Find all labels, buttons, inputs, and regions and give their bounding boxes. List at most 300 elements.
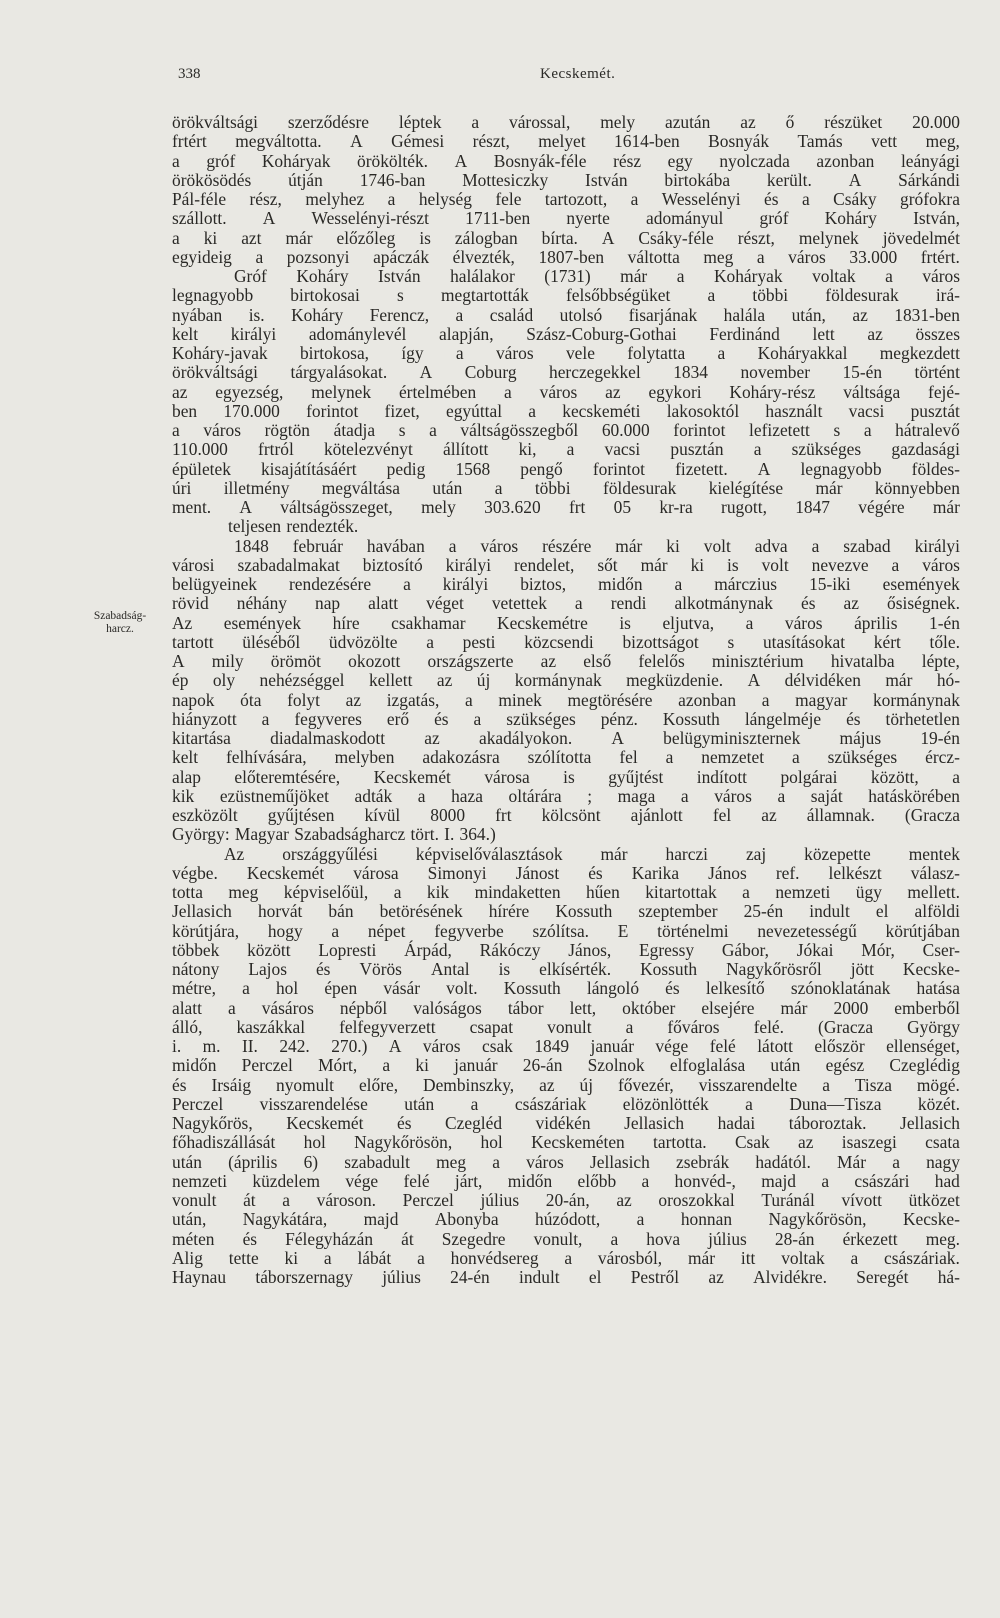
word: királyi [230,323,277,344]
text-line [172,1191,960,1210]
word: egy [667,150,693,171]
word: a [417,1247,425,1268]
word: György: [172,824,230,845]
word: pénz. [600,708,638,729]
word: szabadult [344,1151,410,1172]
word: totta [172,882,203,902]
word: és [588,862,603,883]
text-line [172,1210,960,1229]
word: havában [366,535,425,556]
word: legnagyobb [172,285,254,306]
word: ki [203,227,218,248]
word: jövedelmét [882,227,960,248]
text-line [172,960,960,979]
text-line [172,286,960,305]
word: frtért. [920,246,960,267]
word: márczius [714,574,778,594]
word: átadja [333,420,376,440]
word: volt [761,554,789,575]
word: Alvidékre. [753,1267,827,1287]
word: Koháry-javak [172,343,268,363]
word: az [605,381,621,402]
text-line [172,1018,960,1037]
word: 26-án [522,1055,563,1076]
word: Turánál [761,1190,815,1210]
word: város [495,343,534,363]
word: felé [709,1036,736,1056]
text-line [172,633,960,652]
word: Perczel [172,1093,224,1114]
word: főváros [667,1016,720,1037]
word: Kecskemét [246,862,325,883]
word: országgyűlési [282,843,378,864]
word: városi [172,554,215,575]
word: 2000 [833,997,869,1018]
word: január [454,1055,498,1076]
word: fővezér, [617,1074,674,1095]
word: és [172,1074,187,1095]
text-line [172,806,960,825]
word: előbb [577,1170,617,1191]
word: királyi [442,574,489,594]
word: a [674,574,683,594]
word: elsejére [701,997,755,1018]
word: had [934,1170,960,1191]
word: vett [871,131,898,152]
word: mindaketten [474,882,561,902]
word: a [636,1209,645,1230]
word: család [489,304,534,325]
word: Karika [631,862,680,883]
word: birtokosa, [299,343,370,363]
word: az [708,1267,724,1287]
word: január [590,1036,634,1056]
word: forintot [306,400,359,421]
text-line [172,132,960,151]
word: képviselőválasztások [415,843,563,864]
word: jött [850,959,874,979]
word: emberből [894,997,960,1018]
word: ref. [775,862,800,883]
word: mögé. [916,1074,960,1095]
word: a [528,400,537,421]
word: Szabadságharcz [294,824,406,845]
text-line [172,787,960,806]
word: Koháry [296,266,349,286]
word: Irsáig [211,1074,252,1095]
word: város [203,420,241,440]
word: közepette [804,843,871,864]
word: belügyeinek [172,574,257,594]
word: a [564,1247,573,1268]
word: pedig [386,458,426,479]
word: magyar [795,689,848,710]
word: a [745,612,754,633]
word: gróf [206,150,236,171]
word: a [665,747,674,768]
word: felsőbbségüket [566,285,671,306]
word: megtörésére [567,689,653,710]
word: is [727,554,739,575]
word: földesurak [825,285,899,306]
word: ki [415,1055,429,1076]
word: városból, [597,1247,663,1268]
word: helység [418,189,472,209]
word: Egressy [639,939,695,960]
word: honvédsereg [450,1247,539,1268]
text-line [172,1172,960,1191]
word: ezüstneműjöket [219,785,329,806]
word: Tisza [854,1074,892,1095]
word: hírére [488,901,530,922]
word: február [292,535,343,556]
word: Az [172,612,193,633]
word: János, [568,939,612,960]
word: október [622,997,676,1018]
word: hatáskörében [868,785,960,806]
word: kormánynak [514,670,602,691]
text-line [172,498,960,517]
word: fel [712,805,732,825]
word: fel [619,747,638,768]
word: város [526,1151,564,1172]
word: kelt [172,747,199,768]
word: betörésének [379,901,463,922]
word: lángelméje [744,708,822,729]
text-line [172,575,960,594]
word: is [419,227,431,248]
word: a [473,708,482,729]
text-line [172,171,960,190]
word: voltak [812,266,856,286]
word: Tamás [797,131,843,152]
word: adakozásra [422,747,500,768]
word: a [255,246,264,267]
word: Csáky [833,189,877,209]
word: hűen [585,882,620,902]
word: melynek [311,381,372,402]
word: 20.000 [912,112,960,132]
text-line [172,1133,960,1152]
word: Alig [172,1247,203,1268]
word: könnyebben [874,477,960,498]
text-line [172,556,960,575]
word: midőn [172,1055,217,1076]
word: saját [810,785,843,806]
word: többek [172,939,220,960]
word: lángoló [586,978,640,999]
word: Mór, [861,939,895,960]
word: vásáros [261,997,314,1018]
word: tartott [172,631,214,652]
word: pusztán [670,439,724,460]
word: után, [172,1209,207,1230]
word: vidékén [535,1113,591,1133]
word: A [388,1036,402,1056]
word: után [770,1055,801,1076]
word: események [882,574,960,594]
word: és [764,189,779,209]
word: Kecskeméten [531,1132,625,1153]
text-line [172,1076,960,1095]
word: egykori [648,381,702,402]
word: a [494,477,503,498]
word: kik [426,882,450,902]
word: nap [315,593,341,614]
word: válasz- [910,862,960,883]
word: Kossuth [662,708,720,729]
word: nemzeti [172,1170,228,1191]
word: a [753,439,762,460]
word: Koháryak [713,266,783,286]
word: János [708,862,747,883]
word: váltságösszegből [460,420,579,440]
word: gazdasági [891,439,960,460]
word: kelt [172,323,199,344]
word: A [350,131,363,152]
word: István [585,169,628,190]
word: hogy [267,920,303,941]
word: 1834 [673,362,708,383]
word: 1807-ben [538,246,605,267]
word: hol [480,1132,503,1153]
word: szerződésre [287,112,369,132]
word: állított [442,439,489,460]
word: Seregét [856,1267,909,1287]
word: tört. [410,824,439,845]
word: a [504,381,512,402]
word: és [846,708,861,729]
word: épen [324,978,358,999]
word: az [761,805,777,825]
word: a [625,1016,634,1037]
word: az [867,323,883,344]
word: Jánost [515,862,560,883]
word: a [641,1170,650,1191]
word: A [454,150,468,171]
word: lelkesítő [705,978,765,999]
word: hó- [936,670,960,691]
word: táborszernagy [255,1267,353,1287]
word: többi [534,477,571,498]
word: július [382,1267,421,1287]
word: Haynau [172,1267,227,1287]
word: vele [565,343,595,363]
word: Sárkándi [898,169,960,190]
word: 19-én [920,728,960,748]
word: már [620,266,648,286]
word: 6) [303,1151,319,1172]
word: április [854,612,898,633]
word: ellenséget, [886,1036,960,1056]
text-line [172,209,960,228]
word: azután [664,112,711,132]
word: polgárai [780,766,838,787]
text-line [172,306,960,325]
word: lakosoktól [666,400,740,421]
word: óta [240,689,262,710]
word: új [579,1074,594,1095]
text-line [172,594,960,613]
word: kellett [368,670,413,691]
word: a [465,689,473,710]
word: város [539,381,578,402]
word: melynek [798,227,859,248]
word: államnak. [806,805,875,825]
word: a [387,189,396,209]
word: a [707,285,716,306]
text-line [172,999,960,1018]
word: részére [542,535,592,556]
word: nevezve [811,554,869,575]
word: örökölték. [357,150,429,171]
word: rugott, [721,497,767,517]
text-line [172,1153,960,1172]
word: vívott [841,1190,883,1210]
word: A [239,497,252,517]
word: elfoglalása [669,1055,746,1076]
word: és [434,708,449,729]
word: el [875,901,889,922]
text-line [172,845,960,864]
word: a [630,189,639,209]
word: há- [937,1267,960,1287]
word: indított [696,766,748,787]
word: Bosnyák [708,131,770,152]
word: szükséges [506,708,576,729]
word: főhadiszállását [172,1132,276,1153]
word: Szász-Coburg-Gothai [526,323,677,344]
word: pusztát [910,400,960,421]
word: teljesen [228,516,282,537]
word: birtokába [664,169,731,190]
word: és [242,1228,258,1249]
word: bán [328,901,354,922]
word: A [419,362,433,383]
word: alföldi [914,901,960,922]
word: kormánynak [872,689,960,710]
word: már [285,227,313,248]
word: a [777,785,786,806]
word: üléséből [242,631,301,652]
word: Vörös [359,959,402,979]
word: Kecske- [902,959,960,979]
word: s [727,631,735,652]
word: szeptember [638,901,718,922]
word: folyt [287,689,320,710]
word: legnagyobb [800,458,882,479]
word: forintot [673,420,726,440]
word: váltságösszeget, [280,497,393,517]
word: lábát [357,1247,392,1268]
word: az [852,304,868,325]
text-line [172,768,960,787]
word: már [780,997,808,1018]
word: a [470,1093,479,1114]
word: biztosító [362,554,423,575]
word: át [243,1190,256,1210]
word: majd [363,1209,399,1230]
word: Simonyi [427,862,487,883]
word: Pál-féle [172,189,227,209]
word: frt [568,497,586,517]
word: először [814,1036,865,1056]
word: város [784,612,823,633]
word: hadától. [755,1151,811,1172]
word: ütközet [908,1190,960,1210]
word: előzőleg [336,227,396,248]
word: nyomult [276,1074,334,1095]
word: 1849 [534,1036,570,1056]
word: napok [172,689,215,710]
word: váltotta [627,246,680,267]
word: fegyveres [294,708,362,729]
word: eljutva, [662,612,715,633]
word: gyűjtésen [267,805,335,825]
word: volt [703,535,731,556]
text-line [172,1095,960,1114]
word: küzdelem [252,1170,320,1191]
text-line [172,440,960,459]
word: népet [367,920,406,941]
text-line [172,883,960,902]
word: a [756,246,765,267]
word: Mórt, [318,1055,358,1076]
word: Koháry-rész [729,381,816,402]
word: előteremtésére, [234,766,341,787]
word: is [498,959,511,979]
word: a [811,535,820,556]
word: leányági [900,150,960,171]
word: május [839,728,882,748]
word: rendezték. [286,516,359,537]
word: véget [426,593,464,614]
word: a [471,112,480,132]
word: között [247,939,291,960]
word: lett, [569,997,597,1018]
word: fegyverbe [434,920,504,941]
word: kr-ra [659,497,693,517]
word: események [223,612,302,633]
word: nevezetességű [757,920,857,941]
word: közét. [917,1093,960,1114]
word: Kecskemét [286,1113,364,1133]
word: Koháry [291,304,344,325]
word: vacsi [604,439,641,460]
word: a [676,266,685,286]
word: Jellasich [624,1113,685,1133]
word: meg, [925,131,960,152]
text-line [172,710,960,729]
word: szükséges [827,747,898,768]
word: a [417,785,426,806]
word: Kossuth [555,901,613,922]
word: után [172,1151,202,1172]
word: azt [241,227,262,248]
text-line [172,614,960,633]
word: pozsonyi [286,246,350,267]
word: honnan [680,1209,733,1230]
word: Jellasich [172,901,232,922]
text-line [172,1249,960,1268]
word: midőn [507,1170,553,1191]
word: Kossuth [503,978,561,999]
word: 1746-ban [359,169,426,190]
word: utasításokat [762,631,846,652]
word: az [436,670,453,691]
word: azonban [816,150,875,171]
word: táboroztak. [788,1113,867,1133]
